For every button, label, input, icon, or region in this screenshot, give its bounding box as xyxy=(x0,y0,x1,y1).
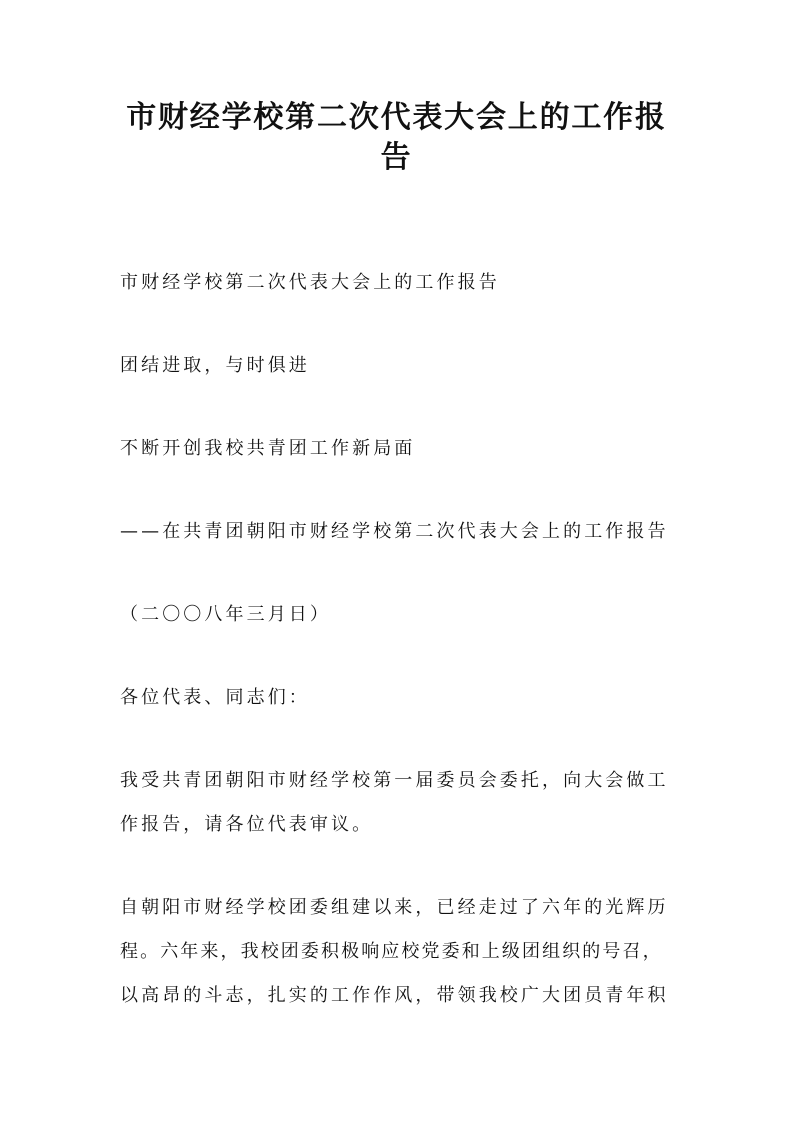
paragraph-line: 团结进取，与时俱进 xyxy=(120,355,310,376)
paragraph-intro xyxy=(120,759,720,847)
document-title xyxy=(0,98,793,178)
document-body xyxy=(120,261,720,1057)
title-line: 市财经学校第二次代表大会上的工作报 xyxy=(126,100,667,135)
byline xyxy=(120,510,720,554)
title-line: 告 xyxy=(380,140,413,175)
paragraph-line: 不断开创我校共青团工作新局面 xyxy=(120,438,416,459)
salutation xyxy=(120,676,720,720)
paragraph-line: 我受共青团朝阳市财经学校第一届委员会委托，向大会做工 xyxy=(120,770,669,791)
slogan xyxy=(120,344,720,388)
paragraph-line: 作报告，请各位代表审议。 xyxy=(120,814,374,835)
paragraph-line: （二〇〇八年三月日） xyxy=(120,604,331,625)
paragraph-line: ——在共青团朝阳市财经学校第二次代表大会上的工作报告 xyxy=(120,521,669,542)
paragraph-line: 以高昂的斗志，扎实的工作作风，带领我校广大团员青年积 xyxy=(120,985,669,1006)
report-heading xyxy=(120,261,720,305)
date-line xyxy=(120,593,720,637)
paragraph-line: 各位代表、同志们： xyxy=(120,687,310,708)
paragraph-line: 市财经学校第二次代表大会上的工作报告 xyxy=(120,272,500,293)
paragraph-line: 程。六年来，我校团委积极响应校党委和上级团组织的号召， xyxy=(120,941,663,962)
subtitle xyxy=(120,427,720,471)
paragraph-history xyxy=(120,886,720,1018)
paragraph-line: 自朝阳市财经学校团委组建以来，已经走过了六年的光辉历 xyxy=(120,897,669,918)
